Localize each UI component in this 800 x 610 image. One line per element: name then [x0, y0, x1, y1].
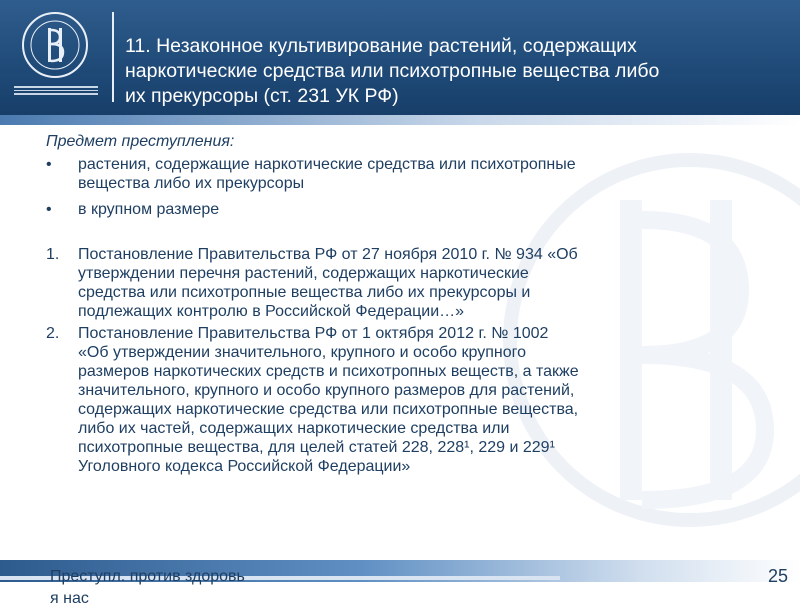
- list-item-line: Уголовного кодекса Российской Федерации»: [78, 458, 411, 475]
- logo-caption: [14, 84, 98, 94]
- list-item: [46, 155, 766, 193]
- slide-body: [46, 132, 766, 479]
- list-item-line: либо их частей, содержащих наркотические средства или: [78, 420, 510, 437]
- slide-title-line: их прекурсоры (ст. 231 УК РФ): [125, 85, 399, 107]
- page-number: 25: [767, 566, 788, 586]
- slide-title-line: 11. Незаконное культивирование растений, содержащих: [125, 35, 637, 57]
- list-item-line: растения, содержащие наркотические средства или психотропные: [78, 156, 576, 173]
- footer-caption: [50, 566, 340, 610]
- slide-header: [0, 0, 800, 125]
- header-divider: [112, 12, 114, 102]
- list-item-line: психотропные вещества, для целей статей 228, 228¹, 229 и 229¹: [78, 439, 555, 456]
- bullet-icon: •: [46, 201, 52, 218]
- list-item-line: в крупном размере: [78, 201, 220, 218]
- list-item: [46, 324, 766, 476]
- header-stripe: [0, 115, 800, 125]
- list-item-line: значительного, крупного и особо крупного размеров для растений,: [78, 382, 575, 399]
- list-item-line: «Об утверждении значительного, крупного и особо крупного: [78, 344, 526, 361]
- list-item: [46, 245, 766, 321]
- list-item: [46, 200, 766, 219]
- list-item-line: вещества либо их прекурсоры: [78, 175, 305, 192]
- footer-caption-line: Преступл. против здоровь: [50, 568, 245, 585]
- list-number: 1.: [46, 246, 60, 263]
- list-item-line: Постановление Правительства РФ от 27 ноября 2010 г. № 934 «Об: [78, 246, 578, 263]
- bullet-list: [46, 155, 766, 219]
- subject-heading: Предмет преступления:: [46, 133, 235, 150]
- list-item-line: Постановление Правительства РФ от 1 октября 2012 г. № 1002: [78, 325, 549, 342]
- list-item-line: утверждении перечня растений, содержащих наркотические: [78, 265, 529, 282]
- bullet-icon: •: [46, 156, 52, 173]
- list-number: 2.: [46, 325, 60, 342]
- list-item-line: подлежащих контролю в Российской Федерации…»: [78, 303, 465, 320]
- slide-title: [125, 34, 775, 109]
- slide-title-line: наркотические средства или психотропные вещества либо: [125, 60, 660, 82]
- list-item-line: размеров наркотических средств и психотропных веществ, а также: [78, 363, 579, 380]
- list-item-line: средства или психотропные вещества либо их прекурсоры и: [78, 284, 531, 301]
- footer-caption-line: я нас: [50, 590, 89, 607]
- list-item-line: содержащих наркотические средства или психотропные вещества,: [78, 401, 579, 418]
- numbered-list: [46, 245, 766, 476]
